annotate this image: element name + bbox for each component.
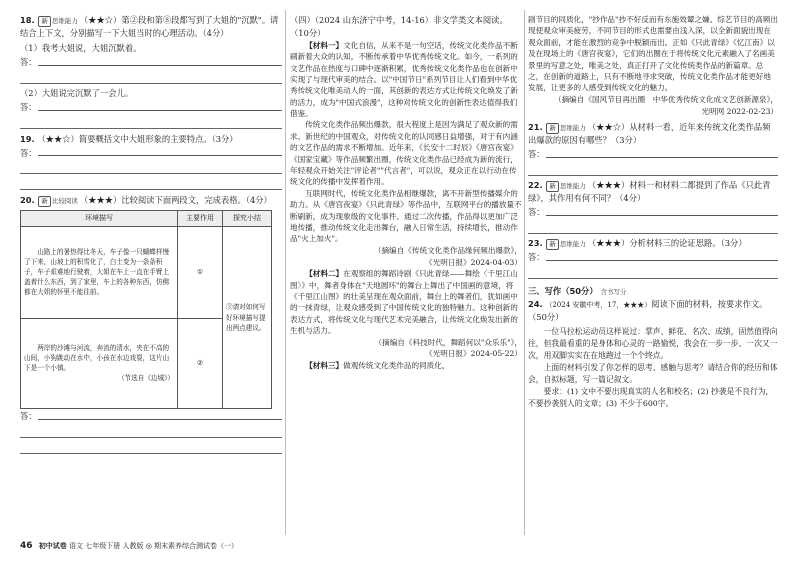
table-cell-answer[interactable]: ① — [178, 227, 223, 319]
skill-tag: 思维能力 — [51, 17, 78, 25]
question-number: 24. — [528, 298, 543, 309]
footer-separator-icon: ◎ — [145, 542, 152, 550]
source-citation: 《光明日报》2024-04-03） — [425, 257, 522, 267]
answer-line[interactable] — [20, 177, 282, 190]
paragraph: 传统文化类作品频出爆款，很大程度上是因为满足了观众新的需求。新世纪的中国观众，对传统文化的认同感日益增强，对于有内涵的文艺作品的需求不断增加。近年来，《长安十二时辰》《唐宫夜宴》《国家宝藏》等作品频繁出圈，传统文化类作品已经成为新的流行，年轻观众开始关注"评论者""代言者"，可以说，观众正在以行动在传统文化的传播中发挥着作用。 — [290, 120, 518, 187]
table-cell: 两岸的沙滩与河流，奔流的清水，夹在不高的山间，小狗跳动在水中，小孩在水边戏耍，这片山下是一个小镇。 （节选自《边城》） — [21, 319, 178, 409]
answer-field[interactable]: 答： — [528, 252, 778, 264]
subject: 语文 — [69, 542, 83, 550]
paragraph: 【材料三】做观传统文化类作品的同质化， — [305, 361, 450, 371]
answer-line[interactable] — [528, 163, 778, 176]
source-citation: 《光明日报》2024-05-22） — [425, 349, 522, 359]
question-number: 23. — [528, 237, 543, 248]
paragraph: 【材料一】文化自信，从来不是一句空话，传统文化类作品不断刷新着大众的认知，不断传承着中华优秀传统文化。如今，一系列的文艺作品在热度与口碑中逐渐积累，优秀传统文化类作品也在创新中实现了与现代审美的结合。以"中国节日"系列节目让人们看到中华优秀传统文化唯美动人的一面，其创新的表达方式让传统文化焕发了新的活力，成为"中国式浪漫"，这种对传统文化的创新性表达值得我们借鉴。 — [290, 40, 518, 119]
difficulty-stars: （★★☆） — [79, 15, 122, 25]
brand: 初中试卷 — [38, 542, 67, 550]
table-header: 主要作用 — [178, 211, 223, 227]
difficulty-stars: （★★★） — [587, 237, 630, 248]
new-tag: 新 — [546, 123, 559, 134]
question-text: 材料一和材料二都提到了作品《只此青绿》，其作用有何不同？（4分） — [528, 180, 771, 204]
answer-line[interactable] — [20, 71, 282, 84]
source-citation: （摘编自《科技时代，舞蹈何以"众乐乐"》， — [374, 337, 522, 347]
question-number: 18. — [20, 15, 35, 25]
question-number: 20. — [20, 195, 35, 206]
page-footer — [20, 540, 282, 554]
question-24 — [528, 298, 778, 410]
source-citation: （摘编自《国风节目再出圈 中华优秀传统文化成文艺创新源泉》， — [553, 94, 778, 104]
writing-material: 一位马拉松运动员这样说过：掌声、鲜花、名次、成绩，固然值得向往，但我最看重的是身体和心灵的一路愉悦，我会在一步一步、一次又一次，用双脚实实在在地跑过一个个终点。 — [528, 326, 778, 360]
table-cell: 山路上的暑热得比冬天，车子像一只蝴蝶样慢了下来，山坡上的积雪化了，白土变为一条条积子，车子艰难地行驶着，大姐在车上一直在手臂上盖着什么东西，到了家里，车上的各种东西，仿佛都在大姐的怀里不能往前。 — [21, 227, 178, 319]
question-18 — [20, 14, 282, 129]
sub-question: （1）我考大姐说，大姐沉默着。 — [20, 42, 142, 53]
new-tag: 新 — [38, 16, 51, 27]
new-tag: 新 — [38, 196, 51, 207]
skill-tag: 思维能力 — [559, 182, 586, 191]
question-text: 从材料一看，近年来传统文化类作品频出爆款的原因有哪些？（3分） — [528, 122, 771, 146]
question-19 — [20, 133, 282, 191]
answer-line[interactable] — [20, 441, 282, 454]
column-divider — [285, 10, 286, 535]
source-citation: 光明网 2022-02-23） — [701, 106, 778, 116]
table-header: 探究小结 — [223, 211, 272, 227]
paragraph: 互联网时代，传统文化类作品相继爆款，离不开新型传播媒介的助力。从《唐宫夜宴》《只此青绿》等作品中，互联网平台的播放量不断刷新，成为现象级的文化事件。通过二次传播，作品得以更加广泛地传播，推动传统文化走出舞台，融入日常生活，持续增长，推动作品"火上加火"。 — [290, 188, 522, 244]
answer-line[interactable] — [20, 161, 282, 174]
column-divider — [524, 10, 525, 535]
column-middle — [290, 14, 522, 372]
section-title: 三、写作（50分） 含书写分 — [528, 285, 627, 296]
exam-title: 期末素养综合测试卷（一） — [154, 542, 239, 550]
answer-field[interactable]: 答： — [20, 147, 282, 159]
section-header: （四）（2024 山东济宁中考，14-16）非文学类文本阅读。（10分） — [290, 15, 508, 38]
question-text: 阅读下面的材料，按要求作文。（50分） — [528, 298, 768, 322]
question-source: （2024 安徽中考，17，★★★） — [545, 300, 652, 309]
paragraph: 剧节目的同质化，"抄作品"抄不好反而有东施效颦之嫌。综艺节目的高频出现使观众审美疲劳，不同节目的形式也需要由浅入深，以全新面貌出现在观众面前，才能在激烈的竞争中脱颖而出。正如《只此青绿》《忆江南》以及在现场上的《唐宫夜宴》，它们的出圈在于将传统文化元素融入了名画美景里的写意之处，唯美之处，真正打开了文化传统类作品的新篇章。总之，在创新的道路上，只有不断地寻求突破，传统文化类作品才能更好地发展，让更多的人感受到传统文化的魅力。 — [528, 15, 778, 93]
question-text: 第②段和第⑧段都写到了大姐的"沉默"。请结合上下文，分别描写一下大姐当时的心理活动。（4分） — [20, 15, 279, 38]
writing-prompt: 上面的材料引发了你怎样的思考、感触与思考？请结合你的经历和体会，自拟标题，写一篇记叙文。 — [528, 362, 778, 384]
answer-line[interactable] — [20, 425, 282, 438]
question-number: 19. — [20, 133, 35, 144]
skill-tag: 思维能力 — [559, 239, 586, 248]
answer-field[interactable]: 答： — [20, 411, 282, 423]
edition: 人教版 — [122, 542, 144, 550]
question-number: 21. — [528, 122, 543, 133]
table-cell-summary[interactable]: ③请对如何写好环境描写提出两点建议。 — [223, 227, 272, 409]
answer-field[interactable]: 答： — [20, 102, 282, 114]
question-20 — [20, 194, 282, 454]
difficulty-stars: （★★★） — [587, 180, 630, 191]
new-tag: 新 — [546, 181, 559, 192]
difficulty-stars: （★★☆） — [37, 133, 79, 144]
question-22 — [528, 179, 778, 234]
sub-question: （2）大姐说完沉默了一会儿。 — [20, 87, 134, 98]
answer-field[interactable]: 答： — [20, 57, 282, 69]
answer-line[interactable] — [528, 266, 778, 279]
question-23 — [528, 237, 778, 279]
answer-line[interactable] — [528, 221, 778, 234]
question-text: 分析材料三的论证思路。（3分） — [629, 237, 747, 248]
answer-line[interactable] — [20, 116, 282, 129]
column-left — [20, 14, 282, 457]
comparison-table — [20, 210, 272, 409]
table-cell-answer[interactable]: ② — [178, 319, 223, 409]
writing-requirements: 要求：(1) 文中不要出现真实的人名和校名；(2) 抄袭是不良行为，不要抄袭别人的文章；(3) 不少于600字。 — [528, 386, 774, 409]
skill-tag: 思维能力 — [559, 124, 586, 133]
answer-field[interactable]: 答： — [528, 207, 778, 219]
question-text: 简要概括文中大姐形象的主要特点。（3分） — [78, 133, 238, 144]
table-header: 环境描写 — [21, 211, 178, 227]
column-right — [528, 14, 778, 410]
question-text: 比较阅读下面两段文，完成表格。（4分） — [121, 195, 272, 206]
question-21 — [528, 121, 778, 176]
page-number: 46 — [20, 541, 33, 551]
paragraph: 【材料二】在观察组的舞蹈诗剧《只此青绿——舞绘〈千里江山图〉》中，舞者身体在"天地圆环"的舞台上舞出了中国画的意境，将《千里江山图》的壮美呈现在观众面前，舞台上的舞者们，犹如画中的一抹青绿，让观众感受到了中国传统文化的独特魅力。这种创新的表达方式，将传统文化与现代艺术完美融合，让传统文化焕发出新的生机与活力。 — [290, 269, 518, 336]
new-tag: 新 — [546, 239, 559, 250]
question-number: 22. — [528, 180, 543, 191]
difficulty-stars: （★★☆） — [587, 122, 630, 133]
grade: 七年级下册 — [85, 542, 121, 550]
difficulty-stars: （★★★） — [79, 195, 122, 206]
answer-field[interactable]: 答： — [528, 149, 778, 161]
source-citation: （摘编自《传统文化类作品缘何频出爆款》， — [373, 245, 522, 255]
skill-tag: 比较阅读 — [51, 197, 78, 206]
